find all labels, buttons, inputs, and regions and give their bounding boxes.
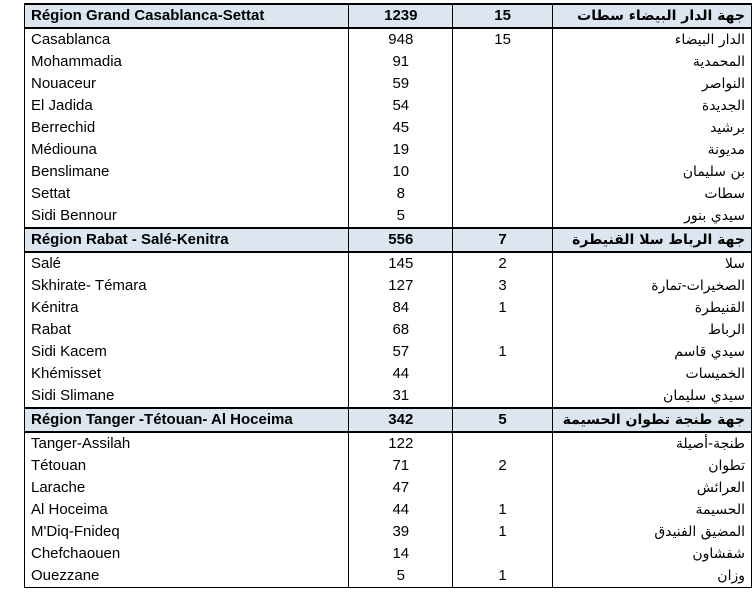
city-name-arabic: سيدي بنور [552,205,751,228]
city-cases: 57 [349,341,453,363]
city-cases: 47 [349,477,453,499]
table-row [25,73,752,95]
city-name: Sidi Bennour [25,205,349,228]
city-deaths [453,363,552,385]
city-deaths [453,385,552,408]
city-name: El Jadida [25,95,349,117]
region-name: Région Rabat - Salé-Kenitra [25,228,349,252]
regional-cases-table [24,3,752,588]
city-name: M'Diq-Fnideq [25,521,349,543]
city-deaths [453,319,552,341]
city-name: Kénitra [25,297,349,319]
city-deaths [453,161,552,183]
table-row [25,432,752,455]
region-header-row [25,228,752,252]
city-name-arabic: مديونة [552,139,751,161]
city-name-arabic: الحسيمة [552,499,751,521]
region-header-row [25,4,752,28]
city-name-arabic: طنجة-أصيلة [552,432,751,455]
city-deaths: 1 [453,521,552,543]
city-name-arabic: الخميسات [552,363,751,385]
city-name: Salé [25,252,349,275]
city-deaths [453,95,552,117]
city-deaths: 1 [453,565,552,588]
city-cases: 948 [349,28,453,51]
table-row [25,28,752,51]
city-cases: 71 [349,455,453,477]
table-row [25,51,752,73]
city-deaths [453,432,552,455]
city-name-arabic: الجديدة [552,95,751,117]
city-cases: 68 [349,319,453,341]
region-name-arabic: جهة الرباط سلا القنيطرة [552,228,751,252]
city-name: Sidi Kacem [25,341,349,363]
table-row [25,252,752,275]
table-row [25,543,752,565]
city-deaths: 1 [453,341,552,363]
table-row [25,385,752,408]
region-deaths: 7 [453,228,552,252]
city-name-arabic: المحمدية [552,51,751,73]
city-cases: 5 [349,205,453,228]
city-cases: 145 [349,252,453,275]
region-header-row [25,408,752,432]
city-deaths: 1 [453,499,552,521]
city-cases: 19 [349,139,453,161]
city-cases: 59 [349,73,453,95]
city-name: Nouaceur [25,73,349,95]
city-name-arabic: سيدي سليمان [552,385,751,408]
city-name-arabic: سيدي قاسم [552,341,751,363]
city-name: Tétouan [25,455,349,477]
table-body [25,4,752,588]
city-name: Berrechid [25,117,349,139]
table-row [25,565,752,588]
region-deaths: 15 [453,4,552,28]
city-name-arabic: سطات [552,183,751,205]
region-cases: 556 [349,228,453,252]
city-name: Al Hoceima [25,499,349,521]
table-row [25,139,752,161]
city-name-arabic: النواصر [552,73,751,95]
city-deaths [453,73,552,95]
city-name-arabic: الرباط [552,319,751,341]
city-cases: 14 [349,543,453,565]
city-cases: 31 [349,385,453,408]
table-row [25,455,752,477]
region-name: Région Grand Casablanca-Settat [25,4,349,28]
city-deaths: 2 [453,252,552,275]
city-name-arabic: الدار البيضاء [552,28,751,51]
city-name-arabic: وزان [552,565,751,588]
city-deaths [453,139,552,161]
table-row [25,161,752,183]
city-cases: 54 [349,95,453,117]
city-deaths [453,543,552,565]
city-name-arabic: العرائش [552,477,751,499]
city-deaths: 3 [453,275,552,297]
city-cases: 44 [349,363,453,385]
city-cases: 39 [349,521,453,543]
city-name: Chefchaouen [25,543,349,565]
city-cases: 84 [349,297,453,319]
city-cases: 10 [349,161,453,183]
city-name: Mohammadia [25,51,349,73]
city-name: Larache [25,477,349,499]
city-name-arabic: بن سليمان [552,161,751,183]
table-row [25,95,752,117]
city-cases: 91 [349,51,453,73]
city-name-arabic: تطوان [552,455,751,477]
table-row [25,275,752,297]
city-name: Khémisset [25,363,349,385]
table-row [25,521,752,543]
city-deaths [453,51,552,73]
city-name-arabic: الصخيرات-تمارة [552,275,751,297]
city-name: Sidi Slimane [25,385,349,408]
region-deaths: 5 [453,408,552,432]
region-name: Région Tanger -Tétouan- Al Hoceima [25,408,349,432]
table-row [25,499,752,521]
table-row [25,205,752,228]
region-cases: 1239 [349,4,453,28]
city-cases: 5 [349,565,453,588]
city-cases: 44 [349,499,453,521]
city-cases: 122 [349,432,453,455]
city-name: Tanger-Assilah [25,432,349,455]
table-row [25,319,752,341]
region-cases: 342 [349,408,453,432]
city-name: Settat [25,183,349,205]
city-name-arabic: سلا [552,252,751,275]
city-cases: 45 [349,117,453,139]
city-name: Skhirate- Témara [25,275,349,297]
city-deaths [453,117,552,139]
region-name-arabic: جهة طنجة تطوان الحسيمة [552,408,751,432]
city-name: Benslimane [25,161,349,183]
table-row [25,117,752,139]
city-deaths [453,205,552,228]
city-name-arabic: القنيطرة [552,297,751,319]
table-row [25,341,752,363]
table-row [25,297,752,319]
city-cases: 127 [349,275,453,297]
city-deaths [453,183,552,205]
city-deaths [453,477,552,499]
city-name: Rabat [25,319,349,341]
city-name-arabic: برشيد [552,117,751,139]
city-name: Médiouna [25,139,349,161]
city-deaths: 15 [453,28,552,51]
table-row [25,477,752,499]
city-cases: 8 [349,183,453,205]
city-deaths: 1 [453,297,552,319]
city-name: Casablanca [25,28,349,51]
city-name: Ouezzane [25,565,349,588]
city-name-arabic: شفشاون [552,543,751,565]
city-deaths: 2 [453,455,552,477]
table-row [25,363,752,385]
city-name-arabic: المضيق الفنيدق [552,521,751,543]
region-name-arabic: جهة الدار البيضاء سطات [552,4,751,28]
table-row [25,183,752,205]
